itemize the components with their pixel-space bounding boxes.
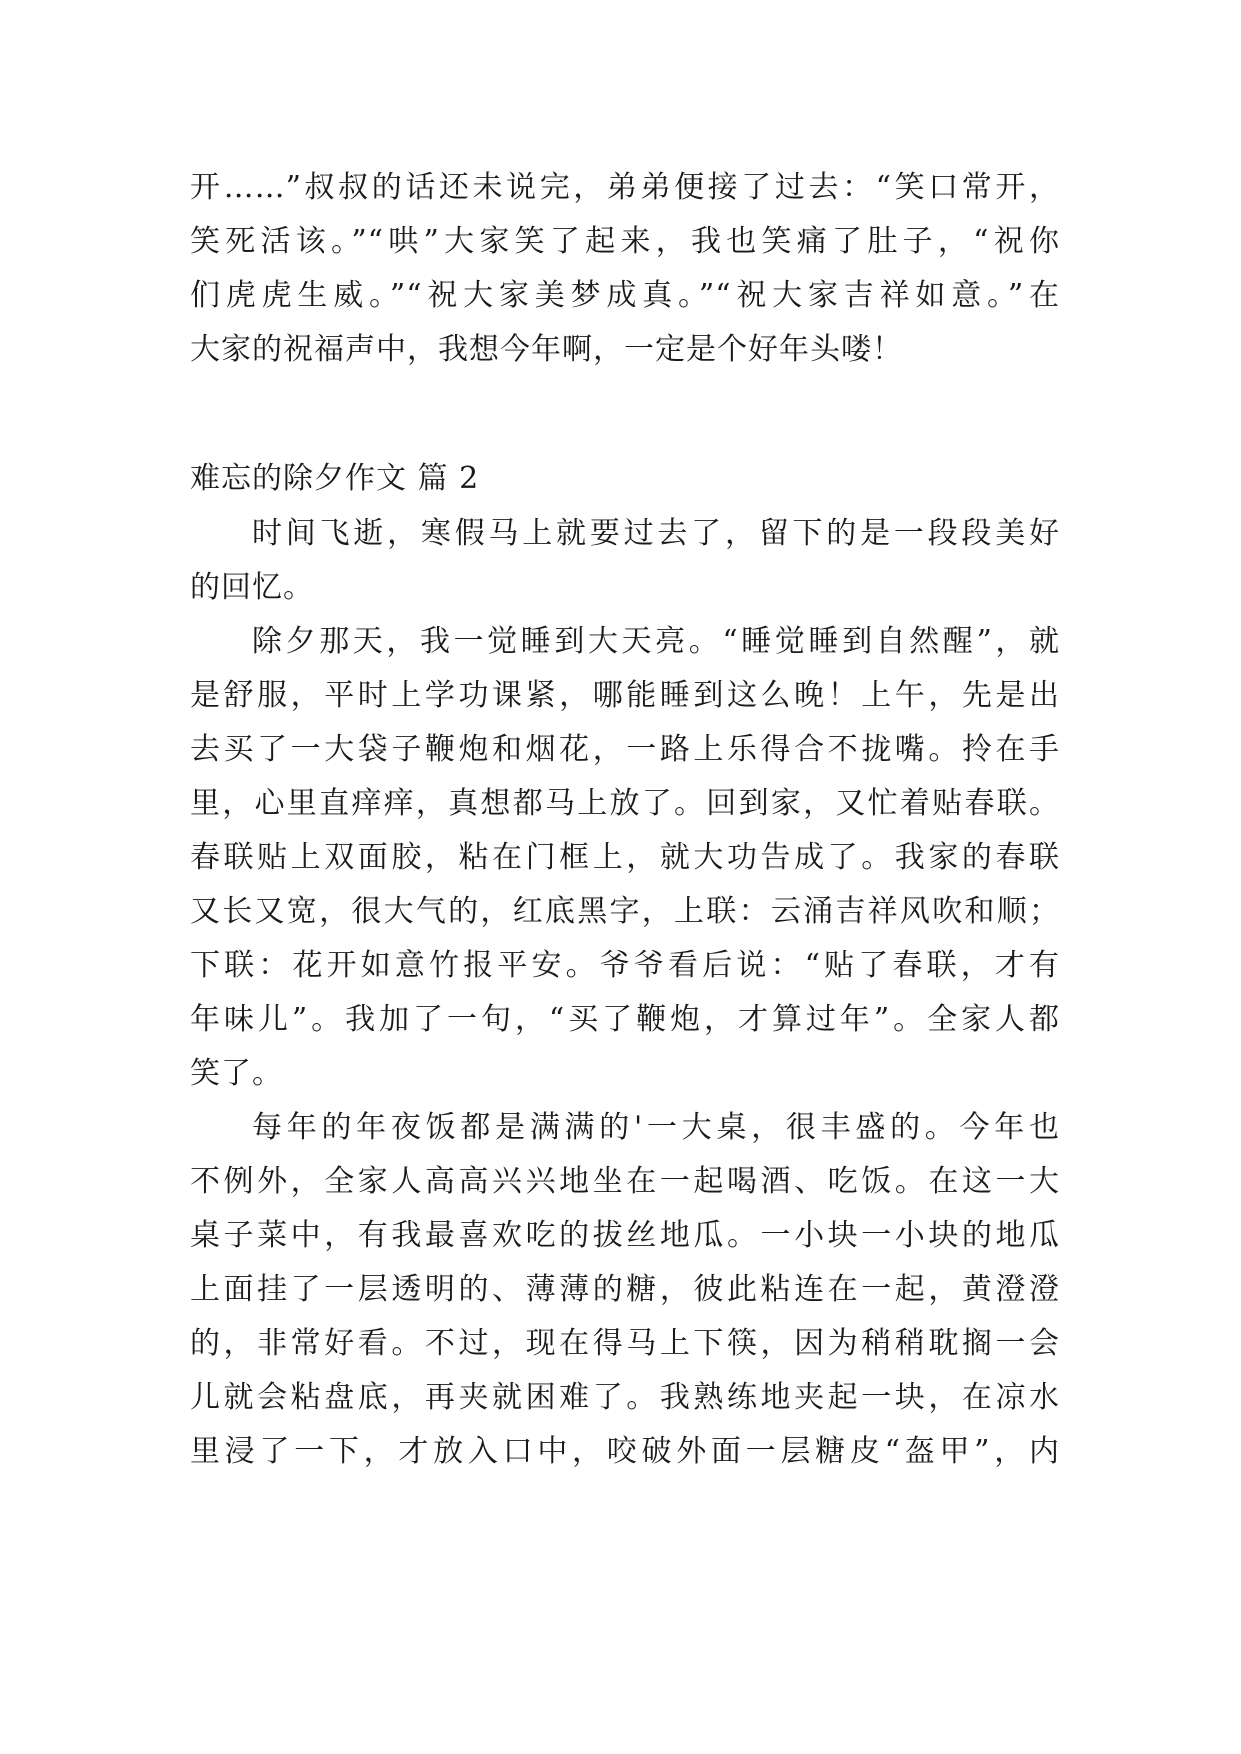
text-line: 年味儿”。我加了一句，“买了鞭炮，才算过年”。全家人都: [190, 1002, 1060, 1037]
text-line: 桌子菜中，有我最喜欢吃的拔丝地瓜。一小块一小块的地瓜: [190, 1218, 1060, 1253]
section-title: 难忘的除夕作文 篇 2: [190, 461, 480, 496]
text-line: 开……”叔叔的话还未说完，弟弟便接了过去：“笑口常开，: [190, 170, 1060, 205]
text-line: 里，心里直痒痒，真想都马上放了。回到家，又忙着贴春联。: [190, 786, 1060, 821]
text-line: 笑死活该。”“哄”大家笑了起来，我也笑痛了肚子，“祝你: [190, 224, 1060, 259]
text-line: 笑了。: [190, 1056, 283, 1091]
text-line: 的，非常好看。不过，现在得马上下筷，因为稍稍耽搁一会: [190, 1326, 1060, 1361]
paragraph-first-line: 每年的年夜饭都是满满的'一大桌，很丰盛的。今年也: [252, 1110, 1060, 1145]
text-line: 又长又宽，很大气的，红底黑字，上联：云涌吉祥风吹和顺；: [190, 894, 1060, 929]
text-line: 里浸了一下，才放入口中，咬破外面一层糖皮“盔甲”，内: [190, 1434, 1060, 1469]
previous-essay-ending: [190, 161, 1060, 377]
text-line: 们虎虎生威。”“祝大家美梦成真。”“祝大家吉祥如意。”在: [190, 278, 1060, 313]
text-line: 上面挂了一层透明的、薄薄的糖，彼此粘连在一起，黄澄澄: [190, 1272, 1060, 1307]
text-line: 不例外，全家人高高兴兴地坐在一起喝酒、吃饭。在这一大: [190, 1164, 1060, 1199]
paragraph-first-line: 时间飞逝，寒假马上就要过去了，留下的是一段段美好: [252, 516, 1060, 551]
essay-body: [190, 507, 1060, 1479]
text-line: 的回忆。: [190, 570, 314, 605]
text-line: 儿就会粘盘底，再夹就困难了。我熟练地夹起一块，在凉水: [190, 1380, 1060, 1415]
paragraph-first-line: 除夕那天，我一觉睡到大天亮。“睡觉睡到自然醒”，就: [252, 624, 1060, 659]
text-line: 去买了一大袋子鞭炮和烟花，一路上乐得合不拢嘴。拎在手: [190, 732, 1060, 767]
text-line: 下联：花开如意竹报平安。爷爷看后说：“贴了春联，才有: [190, 948, 1060, 983]
text-line: 大家的祝福声中，我想今年啊，一定是个好年头喽！: [190, 332, 903, 367]
text-line: 是舒服，平时上学功课紧，哪能睡到这么晚！上午，先是出: [190, 678, 1060, 713]
text-line: 春联贴上双面胶，粘在门框上，就大功告成了。我家的春联: [190, 840, 1060, 875]
